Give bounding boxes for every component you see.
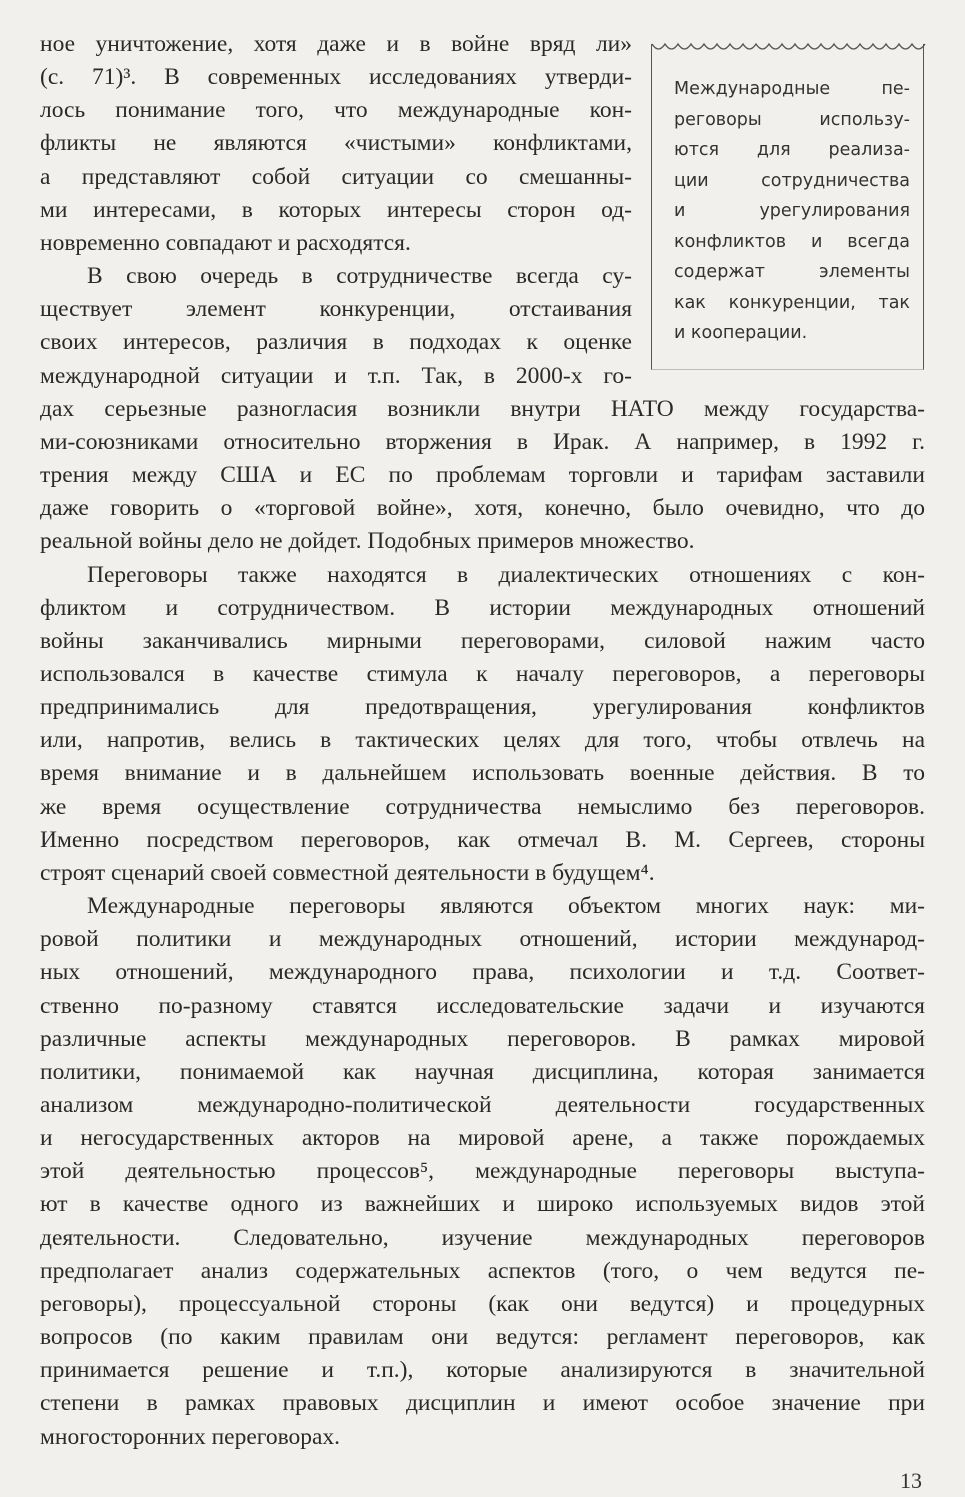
text-line: предпринимались для предотвращения, урегулирования конфликтов — [40, 694, 925, 721]
text-line: дах серьезные разногласия возникли внутри НАТО между государства- — [40, 395, 925, 422]
text-line: Переговоры также находятся в диалектических отношениях с кон- — [87, 561, 925, 588]
text-line: фликты не являются «чистыми» конфликтами, — [40, 130, 632, 157]
margin-note-line: ции сотрудничества — [674, 170, 910, 191]
text-line: многосторонних переговорах. — [40, 1423, 341, 1450]
margin-note-line: и урегулирования — [674, 201, 910, 221]
page-number: 13 — [900, 1468, 922, 1493]
paragraph — [40, 559, 925, 891]
text-line: своих интересов, различия в подходах к оценке — [40, 329, 632, 356]
text-line: ми-союзниками относительно вторжения в Ирак. А например, в 1992 г. — [40, 428, 925, 455]
text-line: политики, понимаемой как научная дисциплина, которая занимается — [40, 1058, 925, 1085]
text-line: время внимание и в дальнейшем использовать военные действия. В то — [40, 760, 925, 787]
text-line: использовался в качестве стимула к началу переговоров, а переговоры — [40, 660, 925, 687]
text-line: войны заканчивались мирными переговорами, силовой нажим часто — [40, 627, 925, 654]
text-line: этой деятельностью процессов⁵, международные переговоры выступа- — [40, 1158, 925, 1185]
text-line: анализом международно-политической деятельности государственных — [40, 1092, 925, 1118]
text-line: трения между США и ЕС по проблемам торговли и тарифам заставили — [40, 462, 925, 489]
margin-note-line: содержат элементы — [674, 262, 910, 282]
text-line: степени в рамках правовых дисциплин и имеют особое значение при — [40, 1390, 925, 1417]
text-line: (с. 71)³. В современных исследованиях утверди- — [40, 64, 632, 91]
paragraph — [40, 890, 925, 1454]
text-line: ществует элемент конкуренции, отстаивания — [40, 296, 632, 323]
text-line: или, напротив, велись в тактических целях для того, чтобы отвлечь на — [40, 727, 925, 754]
margin-note-line: и кооперации. — [674, 323, 808, 343]
text-line: принимается решение и т.п.), которые анализируются в значительной — [40, 1357, 925, 1384]
text-line: новременно совпадают и расходятся. — [40, 229, 411, 256]
margin-note-line: реговоры использу- — [674, 109, 910, 130]
text-line: и негосударственных акторов на мировой арене, а также порождаемых — [40, 1125, 925, 1152]
margin-note-box — [651, 44, 924, 370]
text-line: ровой политики и международных отношений, истории международ- — [40, 926, 925, 953]
text-line: ных отношений, международного права, психологии и т.д. Соответ- — [40, 959, 925, 986]
text-line: различные аспекты международных переговоров. В рамках мировой — [40, 1025, 925, 1052]
text-line: В свою очередь в сотрудничестве всегда су- — [87, 263, 632, 290]
text-line: Именно посредством переговоров, как отмечал В. М. Сергеев, стороны — [40, 826, 925, 853]
text-line: фликтом и сотрудничеством. В истории международных отношений — [40, 594, 925, 621]
text-line: строят сценарий своей совместной деятельности в будущем⁴. — [40, 859, 655, 886]
text-line: даже говорить о «торговой войне», хотя, конечно, было очевидно, что до — [40, 495, 925, 522]
text-line: ми интересами, в которых интересы сторон од- — [40, 196, 632, 223]
text-line: а представляют собой ситуации со смешанны- — [40, 163, 632, 190]
margin-note-line: как конкуренции, так — [674, 292, 910, 313]
text-line: реговоры), процессуальной стороны (как они ведутся) и процедурных — [40, 1290, 925, 1317]
text-line: ют в качестве одного из важнейших и широко используемых видов этой — [40, 1191, 925, 1218]
margin-note-line: Международные пе- — [674, 79, 910, 99]
text-line: же время осуществление сотрудничества немыслимо без переговоров. — [40, 793, 925, 820]
margin-note-line: конфликтов и всегда — [674, 231, 910, 252]
text-line: ное уничтожение, хотя даже и в войне вряд ли» — [40, 31, 632, 57]
text-line: вопросов (по каким правилам они ведутся: регламент переговоров, как — [40, 1324, 925, 1351]
text-line: реальной войны дело не дойдет. Подобных примеров множество. — [40, 528, 695, 555]
margin-note-text — [674, 74, 910, 349]
margin-note-line: ются для реализа- — [674, 140, 910, 160]
text-line: ственно по-разному ставятся исследовательские задачи и изучаются — [40, 992, 925, 1019]
text-line: предполагает анализ содержательных аспектов (того, о чем ведутся пе- — [40, 1257, 925, 1284]
text-line: деятельности. Следовательно, изучение международных переговоров — [40, 1224, 925, 1251]
wavy-border-decoration — [650, 40, 928, 52]
text-line: Международные переговоры являются объектом многих наук: ми- — [87, 893, 925, 920]
text-line: лось понимание того, что международные кон- — [40, 97, 632, 124]
text-line: международной ситуации и т.п. Так, в 2000-х го- — [40, 362, 632, 389]
